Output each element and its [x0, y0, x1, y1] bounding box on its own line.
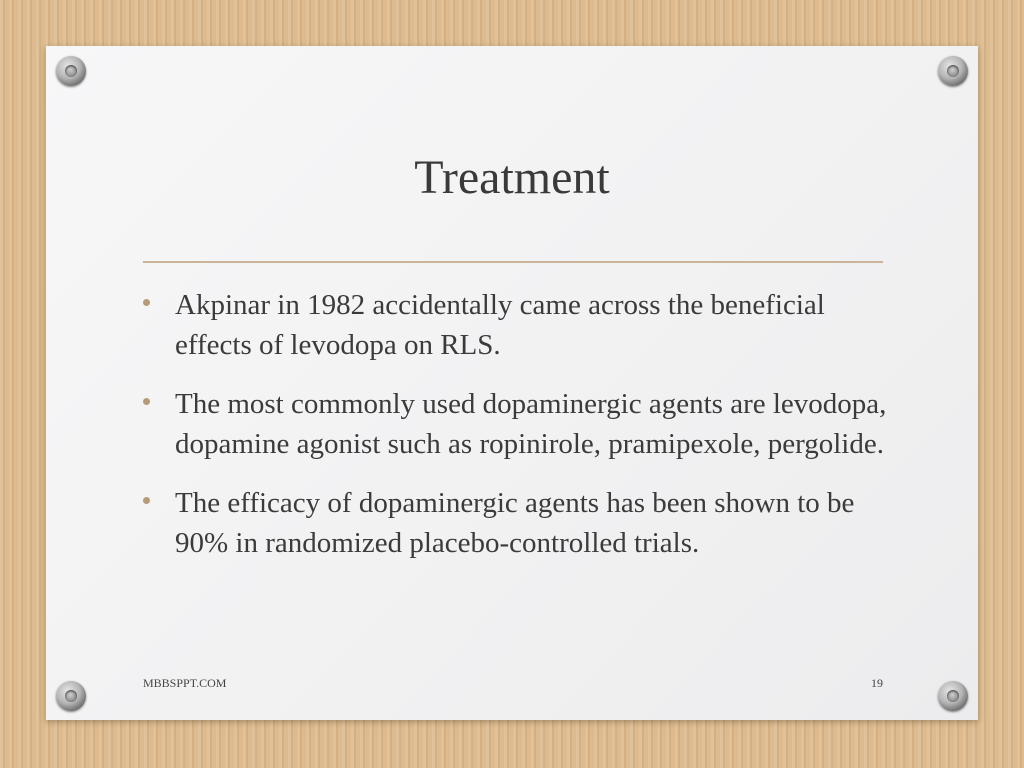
bullet-dot-icon	[143, 299, 150, 306]
footer-source: MBBSPPT.COM	[143, 676, 227, 690]
bullet-text: The efficacy of dopaminergic agents has been shown to be 90% in randomized placebo-controlled trials.	[175, 487, 855, 559]
bullet-item	[143, 384, 893, 464]
bullet-text: The most commonly used dopaminergic agents are levodopa, dopamine agonist such as ropinirole, pramipexole, pergolide.	[175, 388, 887, 460]
slide-title: Treatment	[414, 151, 610, 204]
bullet-list	[143, 285, 893, 582]
grommet-top-right-icon	[938, 56, 968, 86]
bullet-dot-icon	[143, 497, 150, 504]
bullet-dot-icon	[143, 398, 150, 405]
bullet-item	[143, 483, 893, 563]
grommet-top-left-icon	[56, 56, 86, 86]
page-number: 19	[871, 676, 883, 690]
title-divider	[143, 261, 883, 263]
bullet-item	[143, 285, 893, 365]
grommet-bottom-right-icon	[938, 681, 968, 711]
grommet-bottom-left-icon	[56, 681, 86, 711]
bullet-text: Akpinar in 1982 accidentally came across the beneficial effects of levodopa on RLS.	[175, 289, 825, 361]
